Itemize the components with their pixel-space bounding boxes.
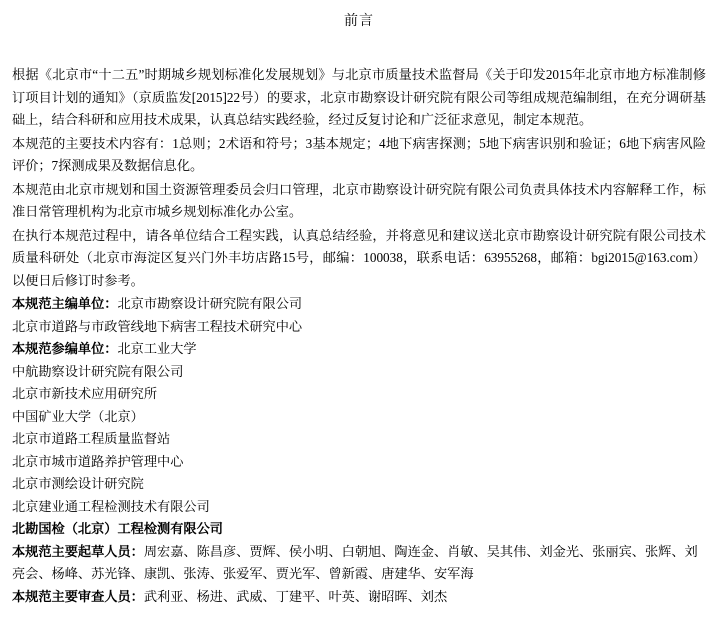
credit-value: 北京市勘察设计研究院有限公司 [117,296,303,311]
credit-value: 周宏嘉、陈昌彦、贾辉、侯小明、白朝旭、陶连金、肖敏、吴其伟、刘金光、张丽宾、张辉、刘亮会、杨峰、苏光锋、康凯、张涛、张爱军、贾光军、曾新霞、唐建华、安军海 [12,543,698,581]
credit-value: 武利亚、杨进、武威、丁建平、叶英、谢昭晖、刘杰 [143,588,448,604]
credit-line [12,496,706,519]
credit-value: 北京市道路与市政管线地下病害工程技术研究中心 [12,318,303,334]
credit-line [12,586,706,609]
credit-label: 北勘国检（北京）工程检测有限公司 [12,521,223,536]
credit-line [12,338,706,361]
credit-line [12,541,706,586]
credits-list [12,293,706,608]
credit-line [12,473,706,496]
credit-label: 本规范参编单位： [12,341,118,356]
credit-line [12,293,706,316]
paragraph-2: 本规范的主要技术内容有：1总则；2术语和符号；3基本规定；4地下病害探测；5地下病害识别和验证；6地下病害风险评价；7探测成果及数据信息化。 [12,135,706,173]
credit-label: 本规范主编单位： [12,296,118,311]
credit-line [12,406,706,429]
credit-line [12,316,706,339]
credit-label: 本规范主要审查人员： [12,588,144,604]
document-page [0,10,718,625]
credit-line [12,383,706,406]
document-body [8,64,710,608]
paragraph-1: 根据《北京市“十二五”时期城乡规划标准化发展规划》与北京市质量技术监督局《关于印发2015年北京市地方标准制修订项目计划的通知》（京质监发[2015]22号）的要求，北京市勘察设计研究院有限公司等组成规范编制组，在充分调研基础上，结合科研和应用技术成果，认真总结实践经验，经过反复讨论和广泛征求意见，制定本规范。 [12,67,706,127]
credit-line [12,518,706,541]
credit-value: 北京工业大学 [117,341,197,356]
credit-value: 北京建业通工程检测技术有限公司 [12,498,210,514]
paragraph-4: 在执行本规范过程中，请各单位结合工程实践，认真总结经验，并将意见和建议送北京市勘察设计研究院有限公司技术质量科研处（北京市海淀区复兴门外丰坊店路15号，邮编：100038，联系电话：63955268，邮箱：bgi2015@163.com）以便日后修订时参考。 [12,227,706,288]
credit-value: 中国矿业大学（北京） [12,408,144,424]
credit-value: 中航勘察设计研究院有限公司 [12,363,184,379]
credit-value: 北京市城市道路养护管理中心 [12,453,184,469]
credit-label: 本规范主要起草人员： [12,543,144,559]
paragraph-3: 本规范由北京市规划和国土资源管理委员会归口管理，北京市勘察设计研究院有限公司负责具体技术内容解释工作，标准日常管理机构为北京市城乡规划标准化办公室。 [12,181,706,219]
credit-line [12,428,706,451]
page-title: 前言 [344,14,374,29]
credit-line [12,361,706,384]
credit-value: 北京市测绘设计研究院 [12,476,144,491]
credit-line [12,451,706,474]
credit-value: 北京市新技术应用研究所 [12,386,158,401]
credit-value: 北京市道路工程质量监督站 [12,431,171,446]
